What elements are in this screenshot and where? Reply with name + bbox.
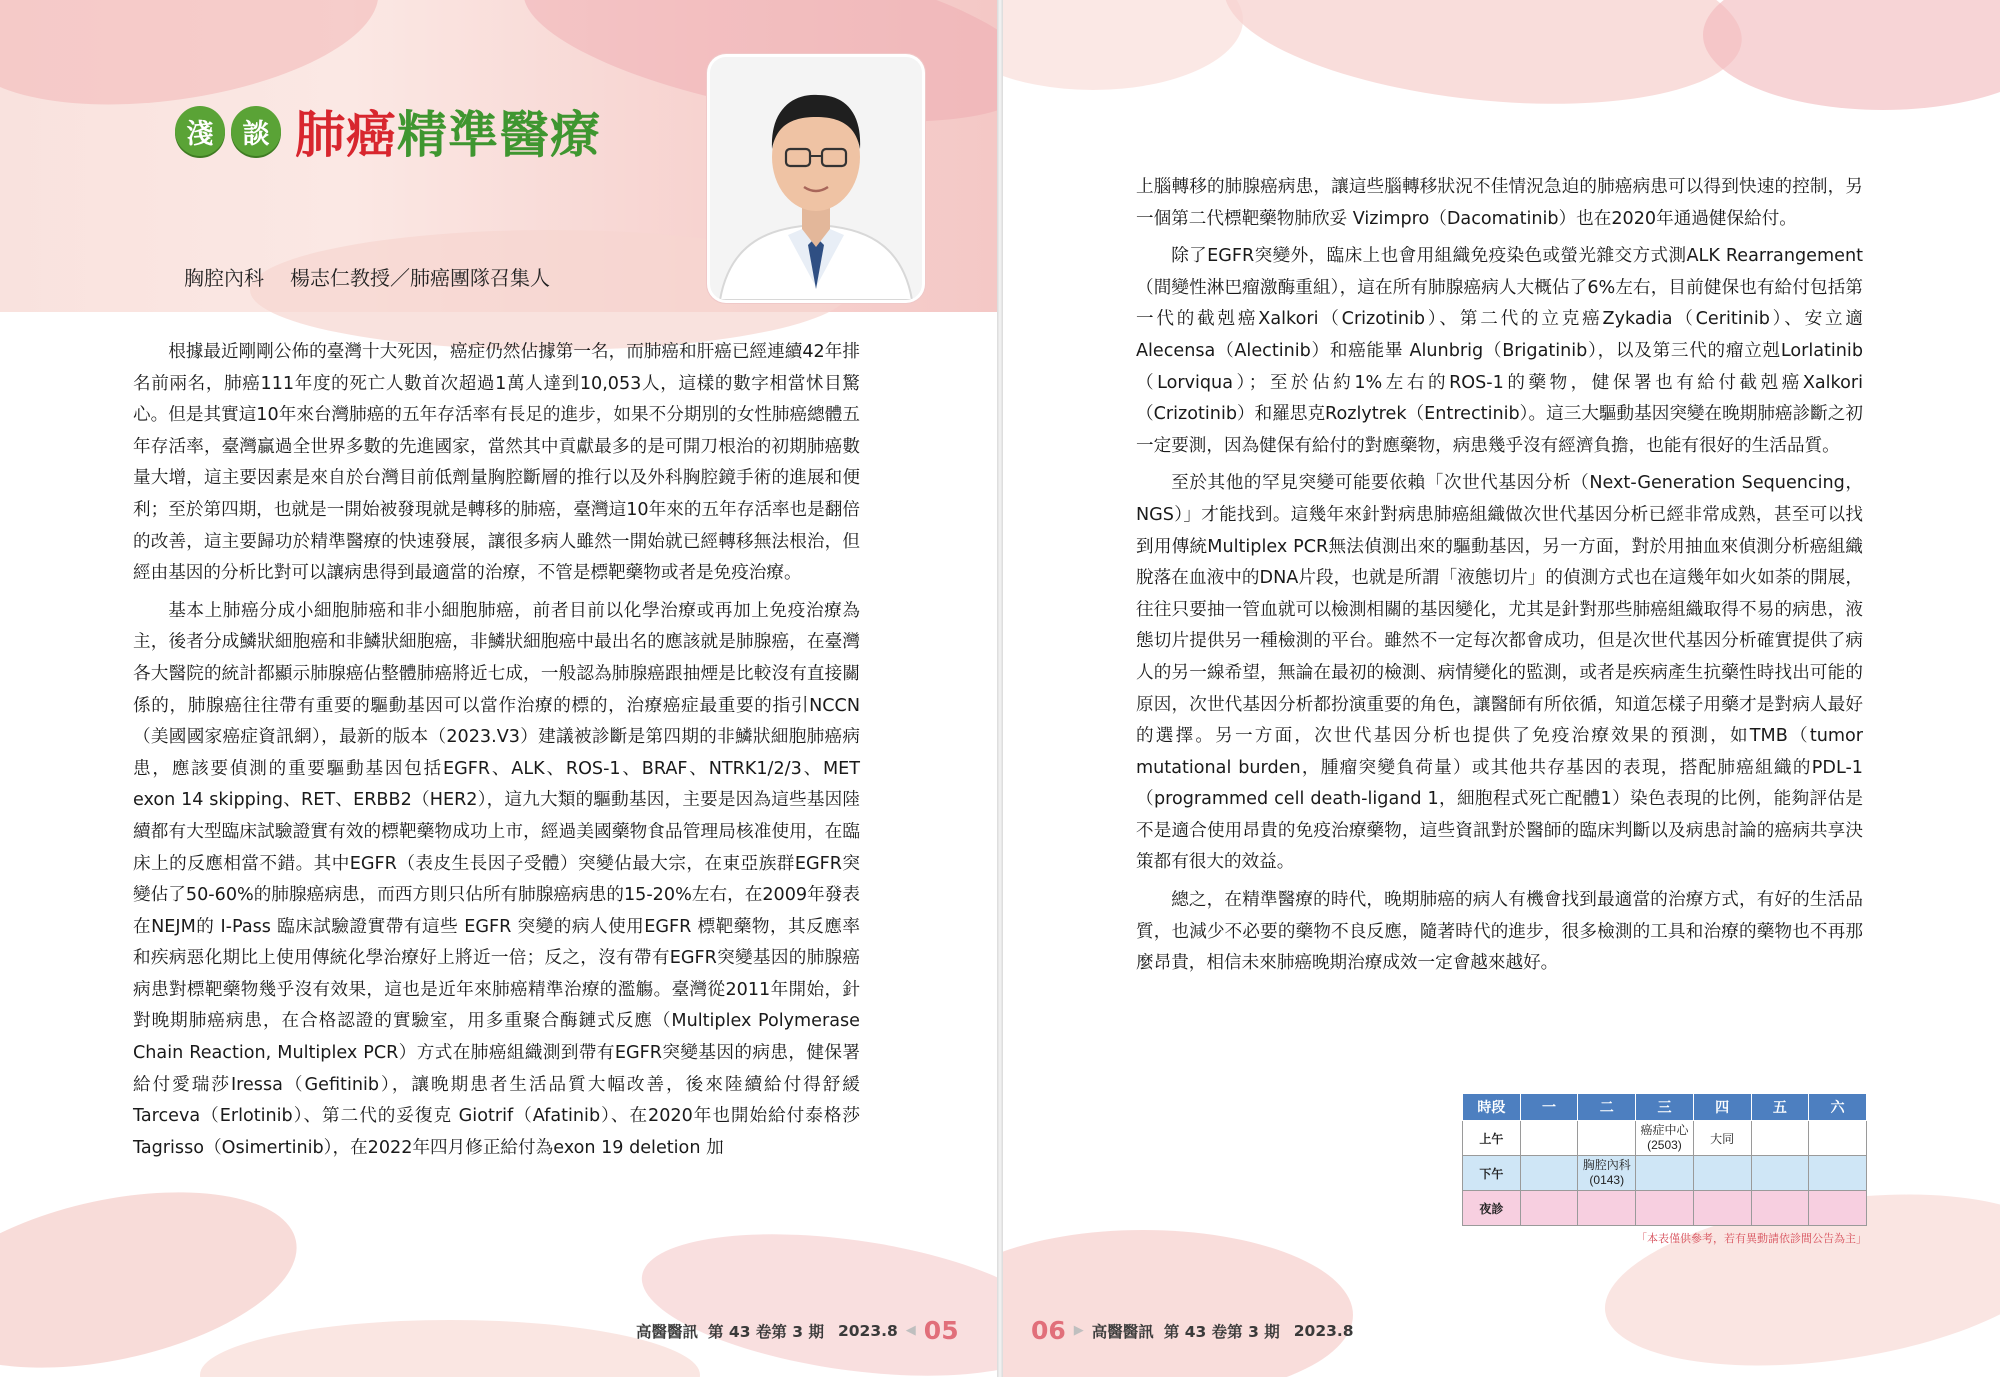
header-cell: 一 — [1520, 1094, 1578, 1121]
paragraph: 至於其他的罕見突變可能要依賴「次世代基因分析（Next-Generation Sequencing，NGS）」才能找到。這幾年來針對病患肺癌組織做次世代基因分析已經非常成熟，甚至可以找到用傳統Multiplex PCR無法偵測出來的驅動基因，另一方面，對於用抽血來偵測分析癌組織脫落在血液中的DNA片段，也就是所謂「液態切片」的偵測方式也在這幾年如火如荼的開展，往往只要抽一管血就可以檢測相關的基因變化，尤其是針對那些肺癌組織取得不易的病患，液態切片提供另一種檢測的平台。雖然不一定每次都會成功，但是次世代基因分析確實提供了病人的另一線希望，無論在最初的檢測、病情變化的監測，或者是疾病產生抗藥性時找出可能的原因，次世代基因分析都扮演重要的角色，讓醫師有所依循，知道怎樣子用藥才是對病人最好的選擇。另一方面，次世代基因分析也提供了免疫治療效果的預測，如TMB（tumor mutational burden，腫瘤突變負荷量）或其他共存基因的表現，搭配肺癌組織的PDL-1（programmed cell death-ligand 1，細胞程式死亡配體1）染色表現的比例，能夠評估是不是適合使用昂貴的免疫治療藥物，這些資訊對於醫師的臨床判斷以及病患討論的癌病共享決策都有很大的效益。 — [1136, 473, 1863, 873]
author-dept: 胸腔內科 — [184, 266, 264, 290]
footer-volume: 第 43 卷第 3 期 — [708, 1322, 824, 1341]
schedule-cell: 癌症中心 (2503) — [1636, 1121, 1694, 1156]
header-cell: 四 — [1693, 1094, 1751, 1121]
footer-magazine: 高醫醫訊 — [636, 1322, 699, 1341]
footer-magazine: 高醫醫訊 — [1091, 1322, 1154, 1341]
schedule-cell: 胸腔內科 (0143) — [1578, 1156, 1636, 1191]
row-label: 上午 — [1463, 1121, 1521, 1156]
byline — [184, 262, 576, 291]
left-article-body — [133, 337, 860, 1170]
clinic-schedule — [1462, 1093, 1867, 1246]
left-page — [0, 0, 997, 1377]
title-badge-1: 淺 — [175, 106, 225, 156]
page-number: 05 — [923, 1316, 959, 1345]
paragraph: 總之，在精準醫療的時代，晚期肺癌的病人有機會找到最適當的治療方式，有好的生活品質，也減少不必要的藥物不良反應，隨著時代的進步，很多檢測的工具和治療的藥物也不再那麼昂貴，相信未來肺癌晚期治療成效一定會越來越好。 — [1136, 890, 1863, 974]
schedule-cell — [1636, 1191, 1694, 1226]
header-cell: 三 — [1636, 1094, 1694, 1121]
schedule-cell — [1636, 1156, 1694, 1191]
title-green-part: 精準醫療 — [397, 106, 601, 164]
triangle-left-icon: ◀ — [905, 1323, 916, 1338]
triangle-right-icon: ▶ — [1073, 1323, 1084, 1338]
schedule-table — [1462, 1093, 1867, 1226]
paragraph: 上腦轉移的肺腺癌病患，讓這些腦轉移狀況不佳情況急迫的肺癌病患可以得到快速的控制，另一個第二代標靶藥物肺欣妥 Vizimpro（Dacomatinib）也在2020年通過健保給付。 — [1136, 177, 1863, 229]
row-label: 下午 — [1463, 1156, 1521, 1191]
header-cell: 時段 — [1463, 1094, 1521, 1121]
author-photo — [710, 57, 922, 300]
schedule-cell — [1809, 1121, 1867, 1156]
header-cell: 六 — [1809, 1094, 1867, 1121]
right-page — [1003, 0, 2000, 1377]
title-text — [295, 95, 601, 167]
table-row — [1463, 1121, 1867, 1156]
schedule-cell — [1520, 1121, 1578, 1156]
header-cell: 五 — [1751, 1094, 1809, 1121]
title-red-part: 肺癌 — [295, 106, 397, 164]
schedule-cell — [1751, 1191, 1809, 1226]
schedule-cell: 大同 — [1693, 1121, 1751, 1156]
author-name: 楊志仁教授／肺癌團隊召集人 — [290, 266, 550, 290]
schedule-cell — [1693, 1156, 1751, 1191]
page-number: 06 — [1031, 1316, 1066, 1345]
footer-date: 2023.8 — [837, 1321, 898, 1340]
paragraph: 根據最近剛剛公佈的臺灣十大死因，癌症仍然佔據第一名，而肺癌和肝癌已經連續42年排名前兩名，肺癌111年度的死亡人數首次超過1萬人達到10,053人，這樣的數字相當怵目驚心。但是其實這10年來台灣肺癌的五年存活率有長足的進步，如果不分期別的女性肺癌總體五年存活率，臺灣贏過全世界多數的先進國家，當然其中貢獻最多的是可開刀根治的初期肺癌數量大增，這主要因素是來自於台灣目前低劑量胸腔斷層的推行以及外科胸腔鏡手術的進展和便利；至於第四期，也就是一開始被發現就是轉移的肺癌，臺灣這10年來的五年存活率也是翻倍的改善，這主要歸功於精準醫療的快速發展，讓很多病人雖然一開始就已經轉移無法根治，但經由基因的分析比對可以讓病患得到最適當的治療，不管是標靶藥物或者是免疫治療。 — [133, 342, 860, 584]
right-footer — [1031, 1316, 1354, 1345]
right-article-body — [1136, 172, 1863, 986]
schedule-cell — [1520, 1156, 1578, 1191]
schedule-cell — [1751, 1156, 1809, 1191]
article-title — [175, 100, 601, 162]
row-label: 夜診 — [1463, 1191, 1521, 1226]
schedule-cell — [1578, 1121, 1636, 1156]
schedule-cell — [1809, 1191, 1867, 1226]
schedule-note: 「本表僅供參考，若有異動請依診間公告為主」 — [1636, 1232, 1867, 1245]
footer-date: 2023.8 — [1293, 1321, 1354, 1340]
table-row — [1463, 1156, 1867, 1191]
paragraph: 除了EGFR突變外，臨床上也會用組織免疫染色或螢光雜交方式測ALK Rearrangement（間變性淋巴瘤激酶重組），這在所有肺腺癌病人大概佔了6%左右，目前健保也有給付包括第一代的截剋癌Xalkori（Crizotinib）、第二代的立克癌Zykadia（Ceritinib）、安立適Alecensa（Alectinib）和癌能畢 Alunbrig（Brigatinib），以及第三代的瘤立剋Lorlatinib（Lorviqua）；至於佔約1%左右的ROS-1的藥物，健保署也有給付截剋癌Xalkori（Crizotinib）和羅思克Rozlytrek（Entrectinib）。這三大驅動基因突變在晚期肺癌診斷之初一定要測，因為健保有給付的對應藥物，病患幾乎沒有經濟負擔，也能有很好的生活品質。 — [1136, 246, 1863, 456]
title-badge-2: 談 — [231, 106, 281, 156]
header-cell: 二 — [1578, 1094, 1636, 1121]
schedule-cell — [1520, 1191, 1578, 1226]
schedule-cell — [1693, 1191, 1751, 1226]
schedule-cell — [1809, 1156, 1867, 1191]
schedule-cell — [1578, 1191, 1636, 1226]
schedule-cell — [1751, 1121, 1809, 1156]
left-footer — [636, 1316, 959, 1345]
paragraph: 基本上肺癌分成小細胞肺癌和非小細胞肺癌，前者目前以化學治療或再加上免疫治療為主，後者分成鱗狀細胞癌和非鱗狀細胞癌，非鱗狀細胞癌中最出名的應該就是肺腺癌，在臺灣各大醫院的統計都顯示肺腺癌佔整體肺癌將近七成，一般認為肺腺癌跟抽煙是比較沒有直接關係的，肺腺癌往往帶有重要的驅動基因可以當作治療的標的，治療癌症最重要的指引NCCN（美國國家癌症資訊網），最新的版本（2023.V3）建議被診斷是第四期的非鱗狀細胞肺癌病患，應該要偵測的重要驅動基因包括EGFR、ALK、ROS-1、BRAF、NTRK1/2/3、MET exon 14 skipping、RET、ERBB2（HER2），這九大類的驅動基因，主要是因為這些基因陸續都有大型臨床試驗證實有效的標靶藥物成功上市，經過美國藥物食品管理局核准使用，在臨床上的反應相當不錯。其中EGFR（表皮生長因子受體）突變佔最大宗，在東亞族群EGFR突變佔了50-60%的肺腺癌病患，而西方則只佔所有肺腺癌病患的15-20%左右，在2009年發表在NEJM的 I-Pass 臨床試驗證實帶有這些 EGFR 突變的病人使用EGFR 標靶藥物，其反應率和疾病惡化期比上使用傳統化學治療好上將近一倍；反之，沒有帶有EGFR突變基因的肺腺癌病患對標靶藥物幾乎沒有效果，這也是近年來肺癌精準治療的濫觴。臺灣從2011年開始，針對晚期肺癌病患，在合格認證的實驗室，用多重聚合酶鏈式反應（Multiplex Polymerase Chain Reaction, Multiplex PCR）方式在肺癌組織測到帶有EGFR突變基因的病患，健保署給付愛瑞莎Iressa（Gefitinib），讓晚期患者生活品質大幅改善，後來陸續給付得舒緩 Tarceva（Erlotinib）、第二代的妥復克 Giotrif（Afatinib）、在2020年也開始給付泰格莎 Tagrisso（Osimertinib），在2022年四月修正給付為exon 19 deletion 加 — [133, 600, 860, 1158]
footer-volume: 第 43 卷第 3 期 — [1163, 1322, 1280, 1341]
table-row — [1463, 1191, 1867, 1226]
